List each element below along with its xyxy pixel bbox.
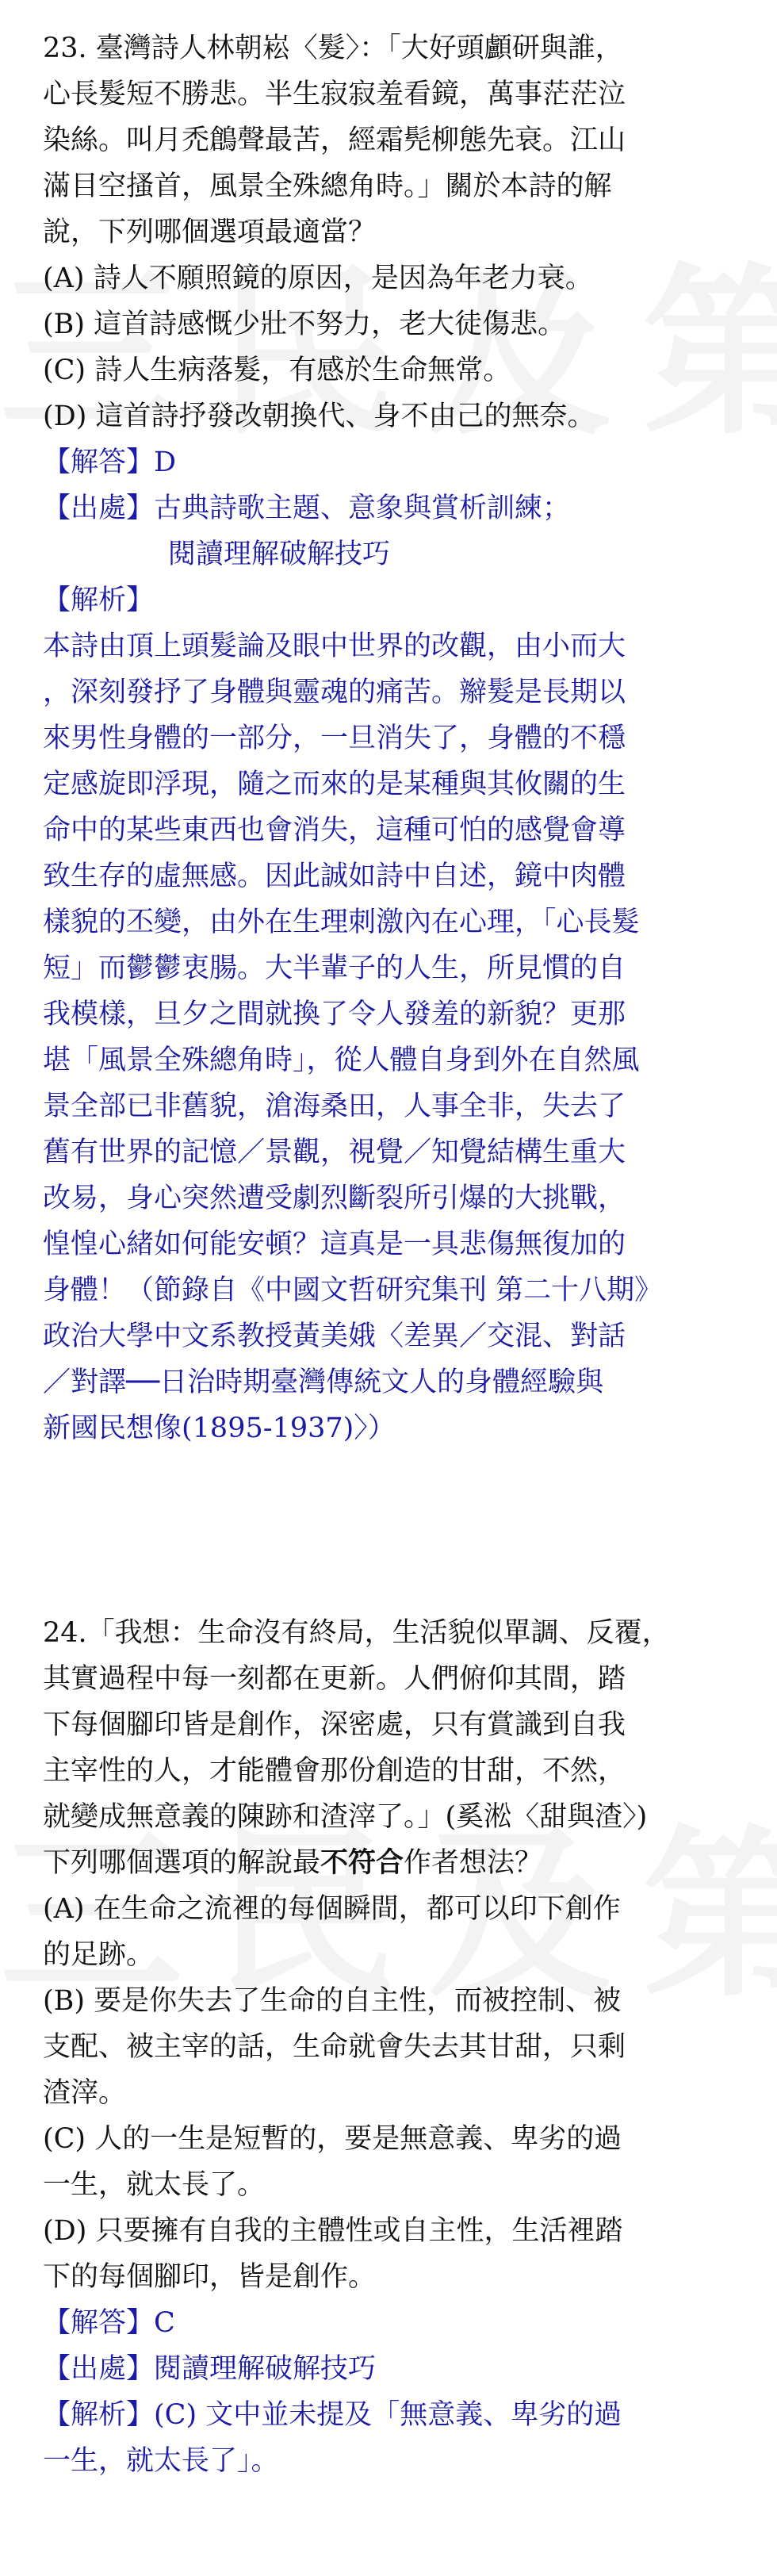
answer-label: 【解答】 — [43, 2307, 155, 2339]
analysis-line: 惶惶心緒如何能安頓？這真是一具悲傷無復加的 — [43, 1229, 626, 1260]
analysis-line: 我模樣，旦夕之間就換了令人發羞的新貌？更那 — [43, 999, 626, 1030]
analysis-line: 樣貌的丕變，由外在生理刺激內在心理，「心長髮 — [43, 907, 640, 938]
analysis-line: 舊有世界的記憶／景觀，視覺／知覺結構生重大 — [43, 1137, 626, 1168]
answer-row — [43, 439, 741, 485]
option-d: (D) 只要擁有自我的主體性或自主性，生活裡踏 — [43, 2215, 623, 2247]
source-value: 閱讀理解破解技巧 — [154, 2353, 377, 2385]
question-prompt-suffix: 作者想法？ — [404, 1847, 543, 1879]
question-prompt — [43, 1840, 741, 1886]
question-stem-line: 心長髮短不勝悲。半生寂寂羞看鏡，萬事茫茫泣 — [43, 79, 626, 110]
source-value: 古典詩歌主題、意象與賞析訓練； — [154, 493, 571, 524]
analysis-label: 【解析】 — [43, 585, 155, 616]
analysis-row — [43, 2392, 741, 2438]
option-a: (A) 詩人不願照鏡的原因，是因為年老力衰。 — [43, 263, 593, 294]
analysis-line: 定感旋即浮現，隨之而來的是某種與其攸關的生 — [43, 769, 626, 800]
option-d-continued: 下的每個腳印，皆是創作。 — [43, 2261, 377, 2293]
option-b: (B) 要是你失去了生命的自主性，而被控制、被 — [43, 1985, 622, 2017]
analysis-line: ，深刻發抒了身體與靈魂的痛苦。辮髮是長期以 — [43, 677, 626, 708]
option-c: (C) 人的一生是短暫的，要是無意義、卑劣的過 — [43, 2123, 622, 2155]
option-a-continued: 的足跡。 — [43, 1939, 155, 1971]
question-stem-line: 23. 臺灣詩人林朝崧〈髮〉：「大好頭顱研與誰， — [43, 33, 623, 64]
question-stem-line: 下每個腳印皆是創作，深密處，只有賞識到自我 — [43, 1709, 626, 1741]
analysis-line: 致生存的虛無感。因此誠如詩中自述，鏡中肉體 — [43, 861, 626, 892]
question-23 — [43, 25, 741, 1451]
question-24 — [43, 1610, 741, 2484]
answer-row — [43, 2300, 741, 2346]
option-b: (B) 這首詩感慨少壯不努力，老大徒傷悲。 — [43, 309, 566, 340]
analysis-line: 改易，身心突然遭受劇烈斷裂所引爆的大挑戰， — [43, 1183, 626, 1214]
answer-value: C — [154, 2307, 175, 2339]
analysis-line: 堪「風景全殊總角時」，從人體自身到外在自然風 — [43, 1045, 640, 1076]
analysis-line: 新國民想像(1895-1937)〉） — [43, 1413, 396, 1444]
option-d: (D) 這首詩抒發改朝換代、身不由己的無奈。 — [43, 401, 595, 432]
question-prompt-prefix: 下列哪個選項的解說最 — [43, 1847, 321, 1879]
analysis-line: 來男性身體的一部分，一旦消失了，身體的不穩 — [43, 723, 626, 754]
question-stem-line: 其實過程中每一刻都在更新。人們俯仰其間，踏 — [43, 1663, 626, 1695]
option-c: (C) 詩人生病落髮，有感於生命無常。 — [43, 355, 511, 386]
analysis-line: 短」而鬱鬱衷腸。大半輩子的人生，所見慣的自 — [43, 953, 626, 984]
source-row-continued: 閱讀理解破解技巧 — [168, 539, 391, 570]
answer-label: 【解答】 — [43, 447, 155, 478]
analysis-label: 【解析】 — [43, 2399, 155, 2431]
analysis-line: 政治大學中文系教授黃美娥〈差異／交混、對話 — [43, 1321, 626, 1352]
question-stem-line: 染絲。叫月禿鶬聲最苦，經霜髡柳態先衰。江山 — [43, 125, 626, 156]
option-b-continued: 渣滓。 — [43, 2077, 127, 2109]
analysis-line: 本詩由頂上頭髮論及眼中世界的改觀，由小而大 — [43, 631, 626, 662]
question-stem-line: 滿目空搔首，風景全殊總角時。」關於本詩的解 — [43, 171, 612, 202]
source-label: 【出處】 — [43, 2353, 155, 2385]
analysis-line: 一生，就太長了」。 — [43, 2445, 279, 2477]
analysis-line: ／對譯──日治時期臺灣傳統文人的身體經驗與 — [43, 1367, 604, 1398]
answer-value: D — [154, 447, 177, 478]
analysis-line: (C) 文中並未提及「無意義、卑劣的過 — [154, 2399, 622, 2431]
source-label: 【出處】 — [43, 493, 155, 524]
analysis-line: 景全部已非舊貌，滄海桑田，人事全非，失去了 — [43, 1091, 626, 1122]
analysis-line: 命中的某些東西也會消失，這種可怕的感覺會導 — [43, 815, 626, 846]
option-a: (A) 在生命之流裡的每個瞬間，都可以印下創作 — [43, 1893, 621, 1925]
question-prompt-emphasis: 不符合 — [320, 1846, 404, 1879]
question-stem-line: 主宰性的人，才能體會那份創造的甘甜，不然， — [43, 1755, 626, 1787]
question-stem-line: 24.「我想：生命沒有終局，生活貌似單調、反覆， — [43, 1617, 670, 1649]
question-stem-line: 說，下列哪個選項最適當？ — [43, 217, 377, 248]
source-row — [43, 2346, 741, 2392]
analysis-line: 身體！（節錄自《中國文哲研究集刊 第二十八期》 — [43, 1275, 663, 1306]
source-row — [43, 485, 741, 531]
option-c-continued: 一生，就太長了。 — [43, 2169, 266, 2201]
option-b-continued: 支配、被主宰的話，生命就會失去其甘甜，只剩 — [43, 2031, 626, 2063]
question-stem-line: 就變成無意義的陳跡和渣滓了。」(奚淞〈甜與渣〉) — [43, 1801, 648, 1833]
